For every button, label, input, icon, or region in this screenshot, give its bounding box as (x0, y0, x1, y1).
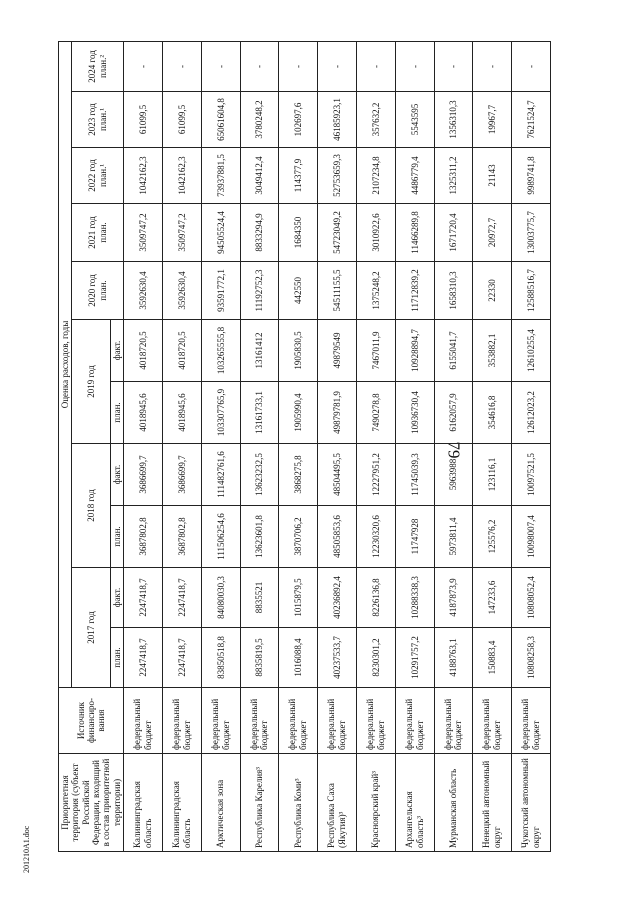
value-cell: 22330 (473, 262, 512, 320)
value-cell: - (162, 41, 201, 91)
value-cell: 9989741,8 (512, 148, 551, 204)
value-cell: 123116,1 (473, 444, 512, 506)
value-cell: 3870706,2 (279, 506, 318, 568)
value-cell: 1684350 (279, 204, 318, 262)
value-cell: 13161733,1 (240, 382, 279, 444)
value-cell: 4018720,5 (124, 320, 163, 382)
source-cell: федеральный бюджет (124, 688, 163, 754)
value-cell: 3010922,6 (356, 204, 395, 262)
value-cell: 54511155,5 (318, 262, 357, 320)
source-cell: федеральный бюджет (395, 688, 434, 754)
fact-2017-header: факт. (110, 568, 123, 628)
value-cell: 12227951,2 (356, 444, 395, 506)
value-cell: - (201, 41, 240, 91)
value-cell: 1905990,4 (279, 382, 318, 444)
value-cell: 103265555,8 (201, 320, 240, 382)
value-cell: - (240, 41, 279, 91)
value-cell: 10097521,5 (512, 444, 551, 506)
value-cell: 52753659,3 (318, 148, 357, 204)
value-cell: 65061604,8 (201, 92, 240, 148)
value-cell: - (395, 41, 434, 91)
value-cell: 3687802,8 (124, 506, 163, 568)
value-cell: 4018945,6 (124, 382, 163, 444)
region-cell: Красноярский край³ (356, 754, 395, 852)
value-cell: 13623232,5 (240, 444, 279, 506)
region-cell: Калининградская область (162, 754, 201, 852)
territory-header: Приоритетная территория (субъект Российской Федерации, входящий в состав приоритетной территории) (59, 754, 124, 852)
table-row (434, 41, 473, 851)
value-cell: 3509747,2 (162, 204, 201, 262)
fact-2018-header: факт. (110, 444, 123, 506)
value-cell: 3592630,4 (162, 262, 201, 320)
source-cell: федеральный бюджет (279, 688, 318, 754)
value-cell: 6155041,7 (434, 320, 473, 382)
year-2024-header: 2024 год план.² (72, 41, 124, 91)
value-cell: 4486779,4 (395, 148, 434, 204)
value-cell: 10098007,4 (512, 506, 551, 568)
value-cell: 2247418,7 (124, 628, 163, 688)
value-cell: 13003775,7 (512, 204, 551, 262)
table-row (473, 41, 512, 851)
value-cell: - (473, 41, 512, 91)
value-cell: - (512, 41, 551, 91)
region-cell: Республика Коми³ (279, 754, 318, 852)
region-cell: Чукотский автономный округ (512, 754, 551, 852)
value-cell: 12612023,2 (512, 382, 551, 444)
value-cell: 48504495,5 (318, 444, 357, 506)
value-cell: 3868275,8 (279, 444, 318, 506)
region-cell: Архангельская область³ (395, 754, 434, 852)
value-cell: 61099,5 (162, 92, 201, 148)
value-cell: - (434, 41, 473, 91)
value-cell: 5973811,4 (434, 506, 473, 568)
table-row (356, 41, 395, 851)
region-cell: Республика Саха (Якутия)³ (318, 754, 357, 852)
source-cell: федеральный бюджет (162, 688, 201, 754)
value-cell: 5543595 (395, 92, 434, 148)
table-row (279, 41, 318, 851)
value-cell: 4018945,6 (162, 382, 201, 444)
value-cell: 4018720,5 (162, 320, 201, 382)
value-cell: 46185923,1 (318, 92, 357, 148)
year-2023-header: 2023 год план.¹ (72, 92, 124, 148)
value-cell: 2107234,8 (356, 148, 395, 204)
value-cell: 354616,8 (473, 382, 512, 444)
value-cell: 10808052,4 (512, 568, 551, 628)
value-cell: 21143 (473, 148, 512, 204)
value-cell: 1905830,5 (279, 320, 318, 382)
value-cell: 10808258,3 (512, 628, 551, 688)
value-cell: - (279, 41, 318, 91)
value-cell: 12610255,4 (512, 320, 551, 382)
rotated-page (58, 42, 542, 852)
value-cell: - (318, 41, 357, 91)
estimate-header: Оценка расходов, годы (59, 41, 72, 687)
table-row (240, 41, 279, 851)
value-cell: 442550 (279, 262, 318, 320)
table-row (318, 41, 357, 851)
value-cell: 3592630,4 (124, 262, 163, 320)
value-cell: 10928894,7 (395, 320, 434, 382)
value-cell: 4187873,9 (434, 568, 473, 628)
footer-filename: 201210A1.doc (22, 825, 31, 873)
value-cell: 13161412 (240, 320, 279, 382)
value-cell: 20972,7 (473, 204, 512, 262)
value-cell: - (356, 41, 395, 91)
value-cell: 40237533,7 (318, 628, 357, 688)
value-cell: 1016088,4 (279, 628, 318, 688)
value-cell: 1015879,5 (279, 568, 318, 628)
value-cell: 7621524,7 (512, 92, 551, 148)
value-cell: 11192752,3 (240, 262, 279, 320)
value-cell: 83850518,8 (201, 628, 240, 688)
value-cell: 111506254,6 (201, 506, 240, 568)
plan-2019-header: план. (110, 382, 123, 444)
year-2020-header: 2020 год план. (72, 262, 124, 320)
value-cell: 2247418,7 (162, 628, 201, 688)
value-cell: 11745039,3 (395, 444, 434, 506)
value-cell: 12588516,7 (512, 262, 551, 320)
source-cell: федеральный бюджет (512, 688, 551, 754)
value-cell: 3780248,2 (240, 92, 279, 148)
value-cell: 150883,4 (473, 628, 512, 688)
plan-2018-header: план. (110, 506, 123, 568)
source-cell: федеральный бюджет (201, 688, 240, 754)
value-cell: 19967,7 (473, 92, 512, 148)
value-cell: 357632,2 (356, 92, 395, 148)
year-2018-header: 2018 год (72, 444, 110, 568)
value-cell: 40236892,4 (318, 568, 357, 628)
year-2022-header: 2022 год план.¹ (72, 148, 124, 204)
value-cell: 94505524,4 (201, 204, 240, 262)
value-cell: 5963988 (434, 444, 473, 506)
value-cell: 1658310,3 (434, 262, 473, 320)
value-cell: 147233,6 (473, 568, 512, 628)
value-cell: 54723049,2 (318, 204, 357, 262)
region-cell: Ненецкий автономный округ (473, 754, 512, 852)
expenditure-table (58, 41, 551, 852)
value-cell: 8833294,9 (240, 204, 279, 262)
region-cell: Арктическая зона (201, 754, 240, 852)
region-cell: Мурманская область (434, 754, 473, 852)
value-cell: 125576,2 (473, 506, 512, 568)
page-number: 79 (444, 441, 464, 459)
table-row (201, 41, 240, 851)
value-cell: 2247418,7 (124, 568, 163, 628)
value-cell: 10291757,2 (395, 628, 434, 688)
value-cell: 13623601,8 (240, 506, 279, 568)
year-2017-header: 2017 год (72, 568, 110, 688)
fact-2019-header: факт. (110, 320, 123, 382)
value-cell: 6162057,9 (434, 382, 473, 444)
value-cell: 49879781,9 (318, 382, 357, 444)
value-cell: 1042162,3 (124, 148, 163, 204)
value-cell: 3509747,2 (124, 204, 163, 262)
value-cell: 3686699,7 (124, 444, 163, 506)
value-cell: 10936730,4 (395, 382, 434, 444)
source-cell: федеральный бюджет (240, 688, 279, 754)
value-cell: 111482761,6 (201, 444, 240, 506)
source-cell: федеральный бюджет (434, 688, 473, 754)
value-cell: 11747928 (395, 506, 434, 568)
value-cell: 11712839,2 (395, 262, 434, 320)
value-cell: 3686699,7 (162, 444, 201, 506)
table-row (162, 41, 201, 851)
region-cell: Республика Карелия³ (240, 754, 279, 852)
value-cell: 3049412,4 (240, 148, 279, 204)
year-2021-header: 2021 год план. (72, 204, 124, 262)
source-cell: федеральный бюджет (356, 688, 395, 754)
value-cell: 1375248,2 (356, 262, 395, 320)
value-cell: 10288338,3 (395, 568, 434, 628)
value-cell: 1042162,3 (162, 148, 201, 204)
value-cell: 73937881,5 (201, 148, 240, 204)
value-cell: 8835819,5 (240, 628, 279, 688)
source-header: Источник финансиро-вания (59, 688, 124, 754)
value-cell: 1356310,3 (434, 92, 473, 148)
value-cell: 11466289,8 (395, 204, 434, 262)
value-cell: 49879549 (318, 320, 357, 382)
table-row (395, 41, 434, 851)
value-cell: 102697,6 (279, 92, 318, 148)
table-body (124, 41, 551, 851)
value-cell: 12230320,6 (356, 506, 395, 568)
source-cell: федеральный бюджет (318, 688, 357, 754)
table-row (124, 41, 163, 851)
value-cell: 353882,1 (473, 320, 512, 382)
value-cell: 114377,9 (279, 148, 318, 204)
table-row (512, 41, 551, 851)
value-cell: - (124, 41, 163, 91)
plan-2017-header: план. (110, 628, 123, 688)
value-cell: 1671720,4 (434, 204, 473, 262)
value-cell: 93591772,1 (201, 262, 240, 320)
value-cell: 8230301,2 (356, 628, 395, 688)
value-cell: 7490278,8 (356, 382, 395, 444)
region-cell: Калининградская область (124, 754, 163, 852)
value-cell: 48505853,6 (318, 506, 357, 568)
value-cell: 7467011,9 (356, 320, 395, 382)
value-cell: 3687802,8 (162, 506, 201, 568)
value-cell: 103307765,9 (201, 382, 240, 444)
value-cell: 84080030,3 (201, 568, 240, 628)
value-cell: 61099,5 (124, 92, 163, 148)
year-2019-header: 2019 год (72, 320, 110, 444)
value-cell: 8226136,8 (356, 568, 395, 628)
source-cell: федеральный бюджет (473, 688, 512, 754)
value-cell: 4188763,1 (434, 628, 473, 688)
value-cell: 8835521 (240, 568, 279, 628)
value-cell: 1325311,2 (434, 148, 473, 204)
value-cell: 2247418,7 (162, 568, 201, 628)
